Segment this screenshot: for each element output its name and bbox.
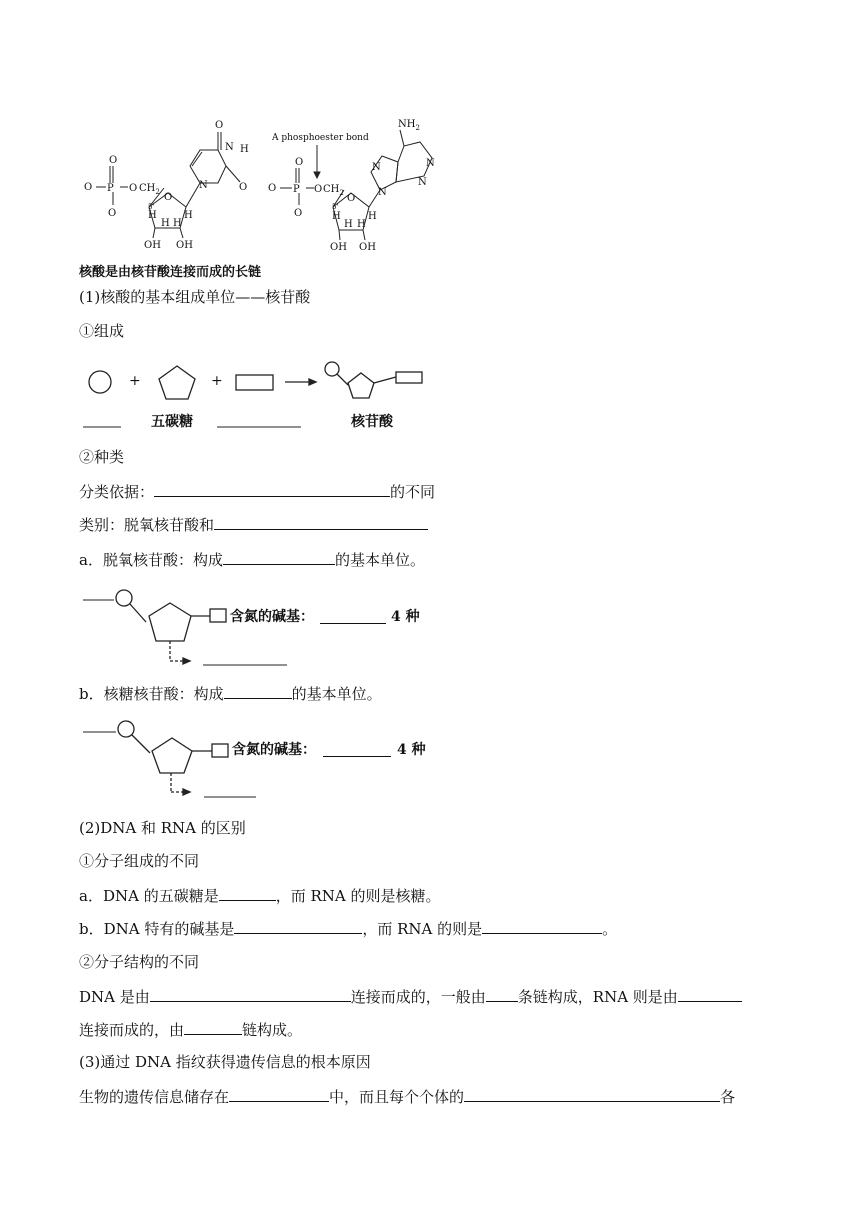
blank-rna-base[interactable] bbox=[482, 918, 602, 934]
s2-structure-label: ②分子结构的不同 bbox=[79, 953, 200, 971]
nucleotide-label: 核苷酸 bbox=[351, 414, 393, 430]
left-o-top: O bbox=[109, 155, 118, 166]
left-oh1: OH bbox=[144, 240, 161, 251]
blank-dna-sugar[interactable] bbox=[219, 885, 276, 901]
left-o-carbonyl-2: O bbox=[239, 182, 248, 193]
s1-composition-label: ①组成 bbox=[79, 322, 125, 340]
left-n-top: N bbox=[225, 142, 234, 153]
fig-a-count: 4 种 bbox=[391, 609, 420, 625]
left-o-bottom: O bbox=[108, 208, 117, 219]
right-ester-o: O bbox=[314, 184, 323, 195]
left-h1: H bbox=[148, 210, 157, 221]
fig-b-base-label: 含氮的碱基： bbox=[232, 742, 316, 758]
s2-title: (2)DNA 和 RNA 的区别 bbox=[79, 819, 246, 837]
product-base bbox=[396, 372, 422, 383]
right-phosphorus: P bbox=[293, 184, 300, 195]
left-n-bottom: N bbox=[199, 180, 208, 191]
left-h2: H bbox=[184, 210, 193, 221]
blank-category[interactable] bbox=[214, 514, 428, 530]
s2-composition-label: ①分子组成的不同 bbox=[79, 852, 200, 870]
blank-dna-base[interactable] bbox=[234, 918, 362, 934]
s2-dna-line: DNA 是由 连接而成的，一般由 条链构成，RNA 则是由 bbox=[79, 986, 742, 1007]
right-c5: 5' bbox=[332, 203, 339, 211]
left-h3: H bbox=[161, 218, 170, 229]
nucleotide-structures-figure bbox=[0, 110, 460, 255]
right-n3: N bbox=[426, 158, 435, 169]
right-o-left: O bbox=[268, 183, 277, 194]
deoxynucleotide-diagram bbox=[80, 585, 295, 670]
plus-sign-2: + bbox=[211, 373, 223, 389]
left-h4: H bbox=[173, 218, 182, 229]
product-phosphate bbox=[325, 362, 339, 376]
pentose-pentagon bbox=[159, 366, 195, 399]
product-pentose bbox=[348, 373, 374, 398]
blank-dna-units[interactable] bbox=[150, 986, 351, 1002]
phosphate-circle bbox=[89, 371, 111, 393]
s1-title: (1)核酸的基本组成单位——核苷酸 bbox=[79, 288, 311, 306]
left-ring-o: O bbox=[164, 192, 173, 203]
base-rectangle bbox=[236, 375, 273, 390]
right-n4: N bbox=[418, 177, 427, 188]
plus-sign-1: + bbox=[129, 373, 141, 389]
left-phosphorus: P bbox=[107, 183, 114, 194]
phosphoester-caption: A phosphoester bond bbox=[272, 133, 369, 143]
right-h2: H bbox=[368, 211, 377, 222]
left-oh2: OH bbox=[176, 240, 193, 251]
right-n2: N bbox=[372, 162, 381, 173]
left-o-carbonyl: O bbox=[215, 120, 224, 131]
right-h1: H bbox=[332, 211, 341, 222]
classification-basis: 分类依据： 的不同 bbox=[79, 483, 436, 501]
blank-individual[interactable] bbox=[464, 1086, 720, 1102]
left-o-left: O bbox=[84, 182, 93, 193]
s2-rna-line: 连接而成的，由 链构成。 bbox=[79, 1021, 303, 1039]
right-h4: H bbox=[357, 219, 366, 230]
blank-item-a[interactable] bbox=[223, 549, 335, 565]
right-o-top: O bbox=[295, 157, 304, 168]
blank-storage[interactable] bbox=[229, 1086, 329, 1102]
item-b-line: b．核糖核苷酸：构成 的基本单位。 bbox=[79, 685, 382, 703]
blank-fig-b-bases[interactable] bbox=[323, 741, 391, 757]
fig-b-count: 4 种 bbox=[397, 742, 426, 758]
section-heading: 核酸是由核苷酸连接而成的长链 bbox=[79, 265, 262, 280]
right-nh2: $NH_2$ bbox=[398, 119, 420, 132]
left-ch2: $CH_2$ bbox=[139, 183, 160, 196]
blank-dna-strands[interactable] bbox=[486, 986, 518, 1002]
right-o-bottom: O bbox=[294, 208, 303, 219]
pentose-label: 五碳糖 bbox=[151, 414, 193, 430]
right-n1: N bbox=[378, 187, 387, 198]
s1-types-label: ②种类 bbox=[79, 448, 125, 466]
s2-a-line: a．DNA 的五碳糖是 ，而 RNA 的则是核糖。 bbox=[79, 887, 441, 905]
blank-basis[interactable] bbox=[154, 481, 390, 497]
fig-a-base-label: 含氮的碱基： bbox=[230, 609, 314, 625]
right-ch2: $CH_2$ bbox=[323, 184, 344, 197]
blank-fig-a-bases[interactable] bbox=[320, 608, 386, 624]
left-ester-o: O bbox=[129, 183, 138, 194]
blank-rna-units[interactable] bbox=[678, 986, 742, 1002]
s3-title: (3)通过 DNA 指纹获得遗传信息的根本原因 bbox=[79, 1053, 371, 1071]
right-oh1: OH bbox=[330, 242, 347, 253]
right-ring-o: O bbox=[347, 193, 356, 204]
s2-b-line: b．DNA 特有的碱基是 ，而 RNA 的则是 。 bbox=[79, 920, 618, 938]
blank-rna-strands[interactable] bbox=[184, 1019, 242, 1035]
category-line: 类别：脱氧核苷酸和 bbox=[79, 514, 428, 535]
right-oh2: OH bbox=[359, 242, 376, 253]
right-h3: H bbox=[344, 219, 353, 230]
left-h-n: H bbox=[240, 144, 249, 155]
s3-text-line: 生物的遗传信息储存在 中，而且每个个体的 各 bbox=[79, 1088, 736, 1106]
blank-item-b[interactable] bbox=[224, 683, 292, 699]
item-a-line: a．脱氧核苷酸：构成 的基本单位。 bbox=[79, 551, 425, 569]
left-c5: 5' bbox=[148, 203, 155, 211]
